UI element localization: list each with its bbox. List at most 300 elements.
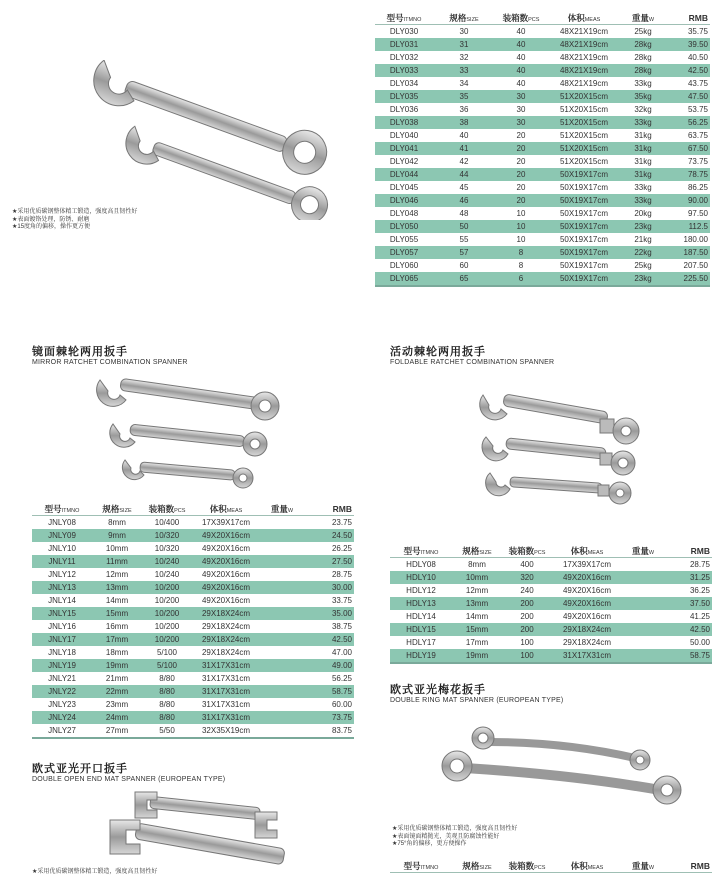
meas-cell: 49X20X16cm [201, 596, 251, 605]
item-cell: JNLY16 [48, 622, 76, 631]
item-cell: DLY048 [389, 209, 419, 218]
rmb-cell: 58.75 [304, 685, 354, 698]
col-item: 型号ITMNO [390, 860, 452, 873]
meas-cell: 29X18X24cm [562, 638, 612, 647]
table-row [32, 594, 354, 607]
rmb-cell: 38.75 [331, 622, 352, 631]
rmb-cell: 41.25 [689, 612, 710, 621]
rmb-cell: 73.75 [687, 157, 708, 166]
table-row [32, 620, 354, 633]
item-cell: JNLY08 [48, 518, 76, 527]
rmb-cell: 37.50 [664, 597, 712, 610]
section-subtitle: FOLDABLE RATCHET COMBINATION SPANNER [390, 359, 555, 366]
rmb-cell: 207.50 [683, 261, 708, 270]
table-row [375, 116, 710, 129]
weight-cell: 22kg [621, 246, 665, 259]
table-row [375, 142, 710, 155]
pcs-cell: 5/100 [142, 659, 192, 672]
size-cell: 14mm [105, 596, 129, 605]
weight-cell: 21kg [634, 235, 652, 244]
meas-cell: 48X21X19cm [547, 64, 621, 77]
size-cell: 13mm [92, 581, 142, 594]
pcs-cell: 5/50 [142, 724, 192, 738]
weight-cell: 33kg [621, 194, 665, 207]
rmb-cell: 39.50 [665, 38, 710, 51]
rmb-cell: 40.50 [687, 53, 708, 62]
rmb-cell: 28.75 [689, 560, 710, 569]
table-row [375, 168, 710, 181]
item-cell: HDLY15 [390, 623, 452, 636]
rmb-cell: 73.75 [304, 711, 354, 724]
meas-cell: 17X39X17cm [562, 560, 612, 569]
meas-cell: 29X18X24cm [192, 607, 260, 620]
table-row [375, 38, 710, 51]
col-rmb: RMB [664, 545, 712, 558]
pcs-cell: 20 [495, 194, 547, 207]
rmb-cell: 225.50 [665, 272, 710, 286]
item-cell: DLY036 [389, 105, 419, 114]
table-row [375, 220, 710, 233]
meas-cell: 29X18X24cm [552, 623, 622, 636]
table-header-row [375, 12, 710, 25]
pcs-cell: 10/400 [154, 518, 180, 527]
foldable-ratchet-spanner-image [478, 385, 648, 515]
size-cell: 10mm [452, 571, 502, 584]
size-cell: 31 [433, 38, 495, 51]
pcs-cell: 40 [516, 79, 526, 88]
dly-spec-table [375, 12, 710, 287]
table-row [390, 649, 712, 663]
table-row [32, 542, 354, 555]
col-meas: 体积MEAS [552, 545, 622, 558]
weight-cell: 23kg [621, 272, 665, 286]
pcs-cell: 5/100 [156, 648, 178, 657]
pcs-cell: 6 [495, 272, 547, 286]
item-cell: JNLY10 [48, 544, 76, 553]
pcs-cell: 200 [502, 597, 552, 610]
weight-cell [622, 610, 664, 623]
item-cell: JNLY15 [32, 607, 92, 620]
table-row [375, 246, 710, 259]
weight-cell: 25kg [634, 261, 652, 270]
table-header-row [32, 503, 354, 516]
item-cell: DLY032 [389, 53, 419, 62]
weight-cell [260, 646, 304, 659]
rmb-cell: 56.25 [665, 116, 710, 129]
double-open-notes [32, 869, 252, 877]
size-cell: 21mm [105, 674, 129, 683]
size-cell: 14mm [465, 612, 489, 621]
table-row [375, 129, 710, 142]
weight-cell [622, 597, 664, 610]
section-title: 镜面棘轮两用扳手 [32, 346, 128, 358]
rmb-cell: 35.75 [687, 27, 708, 36]
size-cell: 44 [433, 168, 495, 181]
table-row [32, 633, 354, 646]
table-row [375, 155, 710, 168]
meas-cell: 51X20X15cm [559, 131, 609, 140]
note-line: ★表面镀铬处理，防锈、耐磨 [12, 216, 90, 223]
meas-cell: 51X20X15cm [547, 90, 621, 103]
weight-cell [260, 685, 304, 698]
size-cell: 9mm [92, 529, 142, 542]
meas-cell: 31X17X31cm [552, 649, 622, 663]
table-row [32, 581, 354, 594]
section-subtitle: DOUBLE RING MAT SPANNER (EUROPEAN TYPE) [390, 697, 564, 704]
col-meas: 体积MEAS [552, 860, 622, 873]
col-weight: 重量W [622, 545, 664, 558]
col-weight: 重量W [622, 860, 664, 873]
table-row [390, 610, 712, 623]
rmb-cell: 49.00 [304, 659, 354, 672]
size-cell: 34 [459, 79, 469, 88]
weight-cell [622, 649, 664, 663]
weight-cell [260, 724, 304, 738]
double-ring-spec-table-header [390, 860, 712, 873]
pcs-cell: 20 [495, 142, 547, 155]
rmb-cell: 30.00 [304, 581, 354, 594]
weight-cell [260, 594, 304, 607]
item-cell: DLY042 [389, 157, 419, 166]
rmb-cell: 180.00 [683, 235, 708, 244]
rmb-cell: 42.50 [665, 64, 710, 77]
meas-cell: 49X20X16cm [552, 571, 622, 584]
size-cell: 38 [433, 116, 495, 129]
weight-cell [260, 633, 304, 646]
table-row [375, 181, 710, 194]
weight-cell [260, 568, 304, 581]
pcs-cell: 10/200 [142, 607, 192, 620]
item-cell: DLY033 [375, 64, 433, 77]
table-row [375, 194, 710, 207]
pcs-cell: 240 [520, 586, 534, 595]
rmb-cell: 63.75 [687, 131, 708, 140]
rmb-cell: 42.50 [304, 633, 354, 646]
size-cell: 65 [433, 272, 495, 286]
rmb-cell: 27.50 [304, 555, 354, 568]
weight-cell [260, 659, 304, 672]
combination-spanner-image [70, 60, 350, 220]
pcs-cell: 400 [520, 560, 534, 569]
meas-cell: 48X21X19cm [559, 53, 609, 62]
meas-cell: 48X21X19cm [559, 27, 609, 36]
weight-cell: 35kg [621, 90, 665, 103]
size-cell: 19mm [452, 649, 502, 663]
pcs-cell: 10 [495, 220, 547, 233]
pcs-cell: 30 [495, 116, 547, 129]
table-row [375, 25, 710, 39]
pcs-cell: 30 [516, 105, 526, 114]
item-cell: DLY040 [389, 131, 419, 140]
item-cell: JNLY23 [48, 700, 76, 709]
rmb-cell: 60.00 [331, 700, 352, 709]
double-open-title-block [32, 760, 225, 783]
weight-cell [260, 555, 304, 568]
pcs-cell: 320 [502, 571, 552, 584]
size-cell: 48 [459, 209, 469, 218]
weight-cell: 32kg [634, 105, 652, 114]
meas-cell: 48X21X19cm [559, 79, 609, 88]
col-item: 型号ITMNO [390, 545, 452, 558]
meas-cell: 49X20X16cm [192, 529, 260, 542]
rmb-cell: 28.75 [331, 570, 352, 579]
item-cell: DLY065 [375, 272, 433, 286]
note-line: ★采用优质碳钢整体精工锻造，强度高且韧性好 [12, 209, 138, 215]
size-cell: 55 [459, 235, 469, 244]
item-cell: JNLY12 [48, 570, 76, 579]
weight-cell [260, 607, 304, 620]
pcs-cell: 8 [518, 261, 524, 270]
item-cell: JNLY24 [32, 711, 92, 724]
col-item: 型号ITMNO [32, 503, 92, 516]
pcs-cell: 10/320 [142, 529, 192, 542]
table-row [390, 597, 712, 610]
table-row [32, 568, 354, 581]
weight-cell [260, 529, 304, 542]
item-cell: HDLY12 [406, 586, 436, 595]
col-pcs: 装箱数PCS [502, 860, 552, 873]
col-meas: 体积MEAS [192, 503, 260, 516]
weight-cell [260, 542, 304, 555]
jnly-spec-table [32, 503, 354, 739]
pcs-cell: 40 [495, 64, 547, 77]
item-cell: JNLY11 [32, 555, 92, 568]
weight-cell: 33kg [621, 116, 665, 129]
meas-cell: 50X19X17cm [547, 246, 621, 259]
weight-cell: 25kg [634, 27, 652, 36]
hdly-spec-table [390, 545, 712, 664]
weight-cell: 20kg [634, 209, 652, 218]
table-row [390, 584, 712, 597]
table-row [375, 272, 710, 286]
table-row [390, 623, 712, 636]
meas-cell: 51X20X15cm [547, 142, 621, 155]
item-cell: HDLY08 [406, 560, 436, 569]
pcs-cell: 8/80 [142, 685, 192, 698]
item-cell: DLY055 [389, 235, 419, 244]
meas-cell: 31X17X31cm [201, 700, 251, 709]
weight-cell: 23kg [621, 220, 665, 233]
size-cell: 8mm [468, 560, 486, 569]
meas-cell: 17X39X17cm [201, 518, 251, 527]
rmb-cell: 36.25 [689, 586, 710, 595]
meas-cell: 29X18X24cm [201, 648, 251, 657]
weight-cell [622, 636, 664, 649]
size-cell: 60 [459, 261, 469, 270]
table-row [375, 90, 710, 103]
pcs-cell: 8 [495, 246, 547, 259]
meas-cell: 50X19X17cm [547, 220, 621, 233]
rmb-cell: 83.75 [304, 724, 354, 738]
item-cell: DLY044 [375, 168, 433, 181]
table-header-row [390, 545, 712, 558]
weight-cell [260, 711, 304, 724]
jnly-title-block [32, 343, 188, 366]
weight-cell: 33kg [634, 79, 652, 88]
rmb-cell: 23.75 [331, 518, 352, 527]
item-cell: JNLY27 [32, 724, 92, 738]
note-line: ★15度角的偏移，操作更方便 [12, 224, 91, 230]
size-cell: 30 [459, 27, 469, 36]
pcs-cell: 10/240 [142, 555, 192, 568]
double-ring-title-block [390, 681, 563, 704]
item-cell: DLY034 [389, 79, 419, 88]
size-cell: 12mm [465, 586, 489, 595]
meas-cell: 48X21X19cm [547, 38, 621, 51]
size-cell: 35 [433, 90, 495, 103]
size-cell: 22mm [92, 685, 142, 698]
rmb-cell: 33.75 [331, 596, 352, 605]
weight-cell [260, 620, 304, 633]
item-cell: HDLY13 [390, 597, 452, 610]
weight-cell [260, 698, 304, 711]
table-row [32, 698, 354, 711]
rmb-cell: 31.25 [664, 571, 712, 584]
size-cell: 50 [433, 220, 495, 233]
weight-cell [260, 581, 304, 594]
pcs-cell: 10 [516, 235, 526, 244]
rmb-cell: 86.25 [687, 183, 708, 192]
col-weight: 重量W [260, 503, 304, 516]
double-ring-spanner-image [435, 720, 685, 815]
rmb-cell: 97.50 [687, 209, 708, 218]
meas-cell: 51X20X15cm [547, 116, 621, 129]
table-row [32, 646, 354, 659]
meas-cell: 49X20X16cm [201, 570, 251, 579]
table-row [375, 259, 710, 272]
size-cell: 40 [459, 131, 469, 140]
table-row [375, 233, 710, 246]
note-line: ★采用优质碳钢整体精工锻造，强度高且韧性好 [392, 826, 518, 832]
meas-cell: 50X19X17cm [547, 272, 621, 286]
hdly-title-block [390, 343, 554, 366]
meas-cell: 29X18X24cm [201, 622, 251, 631]
meas-cell: 32X35X19cm [192, 724, 260, 738]
pcs-cell: 10/200 [142, 633, 192, 646]
meas-cell: 49X20X16cm [562, 586, 612, 595]
col-size: 规格SIZE [92, 503, 142, 516]
size-cell: 15mm [92, 607, 142, 620]
item-cell: DLY041 [375, 142, 433, 155]
table-row [32, 659, 354, 672]
pcs-cell: 40 [516, 27, 526, 36]
pcs-cell: 8/80 [159, 700, 175, 709]
table-row [32, 555, 354, 568]
weight-cell [260, 516, 304, 530]
col-size: 规格SIZE [452, 860, 502, 873]
item-cell: JNLY19 [32, 659, 92, 672]
table-row [32, 529, 354, 542]
pcs-cell: 10/240 [154, 570, 180, 579]
rmb-cell: 47.00 [331, 648, 352, 657]
table-row [32, 685, 354, 698]
size-cell: 10mm [105, 544, 129, 553]
table-row [32, 672, 354, 685]
table-row [375, 207, 710, 220]
item-cell: JNLY17 [32, 633, 92, 646]
size-cell: 36 [459, 105, 469, 114]
note-line: ★75°角的偏移，更方便操作 [392, 841, 467, 847]
rmb-cell: 112.5 [665, 220, 710, 233]
rmb-cell: 47.50 [665, 90, 710, 103]
size-cell: 12mm [105, 570, 129, 579]
pcs-cell: 10/200 [154, 596, 180, 605]
meas-cell: 51X20X15cm [559, 105, 609, 114]
size-cell: 33 [433, 64, 495, 77]
meas-cell: 50X19X17cm [559, 183, 609, 192]
meas-cell: 31X17X31cm [192, 711, 260, 724]
table-row [375, 77, 710, 90]
meas-cell: 49X20X16cm [201, 544, 251, 553]
section-title: 欧式亚光梅花扳手 [390, 684, 486, 696]
pcs-cell: 10 [516, 209, 526, 218]
table-row [390, 571, 712, 584]
rmb-cell: 42.50 [664, 623, 712, 636]
pcs-cell: 200 [520, 612, 534, 621]
weight-cell [260, 672, 304, 685]
meas-cell: 49X20X16cm [192, 581, 260, 594]
weight-cell: 28kg [621, 64, 665, 77]
rmb-cell: 78.75 [665, 168, 710, 181]
pcs-cell: 20 [516, 183, 526, 192]
col-pcs: 装箱数PCS [142, 503, 192, 516]
meas-cell: 49X20X16cm [552, 597, 622, 610]
size-cell: 46 [433, 194, 495, 207]
meas-cell: 50X19X17cm [559, 261, 609, 270]
item-cell: JNLY21 [48, 674, 76, 683]
pcs-cell: 100 [520, 638, 534, 647]
section-title: 欧式亚光开口扳手 [32, 763, 128, 775]
item-cell: JNLY14 [48, 596, 76, 605]
rmb-cell: 50.00 [689, 638, 710, 647]
meas-cell: 31X17X31cm [201, 674, 251, 683]
weight-cell: 28kg [634, 53, 652, 62]
dly-notes [12, 209, 212, 232]
weight-cell [622, 558, 664, 572]
item-cell: DLY050 [375, 220, 433, 233]
size-cell: 41 [433, 142, 495, 155]
size-cell: 16mm [105, 622, 129, 631]
pcs-cell: 200 [502, 623, 552, 636]
rmb-cell: 67.50 [665, 142, 710, 155]
rmb-cell: 187.50 [665, 246, 710, 259]
table-row [32, 711, 354, 724]
item-cell: JNLY22 [32, 685, 92, 698]
item-cell: HDLY10 [390, 571, 452, 584]
pcs-cell: 10/320 [154, 544, 180, 553]
item-cell: DLY060 [389, 261, 419, 270]
col-rmb: RMB [665, 12, 710, 25]
meas-cell: 50X19X17cm [547, 168, 621, 181]
item-cell: HDLY14 [406, 612, 436, 621]
item-cell: DLY031 [375, 38, 433, 51]
col-item: 型号ITMNO [375, 12, 433, 25]
meas-cell: 50X19X17cm [547, 194, 621, 207]
col-meas: 体积MEAS [547, 12, 621, 25]
pcs-cell: 8/80 [142, 711, 192, 724]
pcs-cell: 10/200 [154, 622, 180, 631]
item-cell: DLY045 [389, 183, 419, 192]
size-cell: 23mm [105, 700, 129, 709]
table-row [32, 607, 354, 620]
table-row [375, 51, 710, 64]
weight-cell [622, 584, 664, 597]
pcs-cell: 8/80 [159, 674, 175, 683]
col-rmb: RMB [304, 503, 354, 516]
size-cell: 18mm [105, 648, 129, 657]
item-cell: DLY038 [375, 116, 433, 129]
note-line: ★表面镜面精抛光，美观且防腐蚀性能好 [392, 833, 500, 840]
